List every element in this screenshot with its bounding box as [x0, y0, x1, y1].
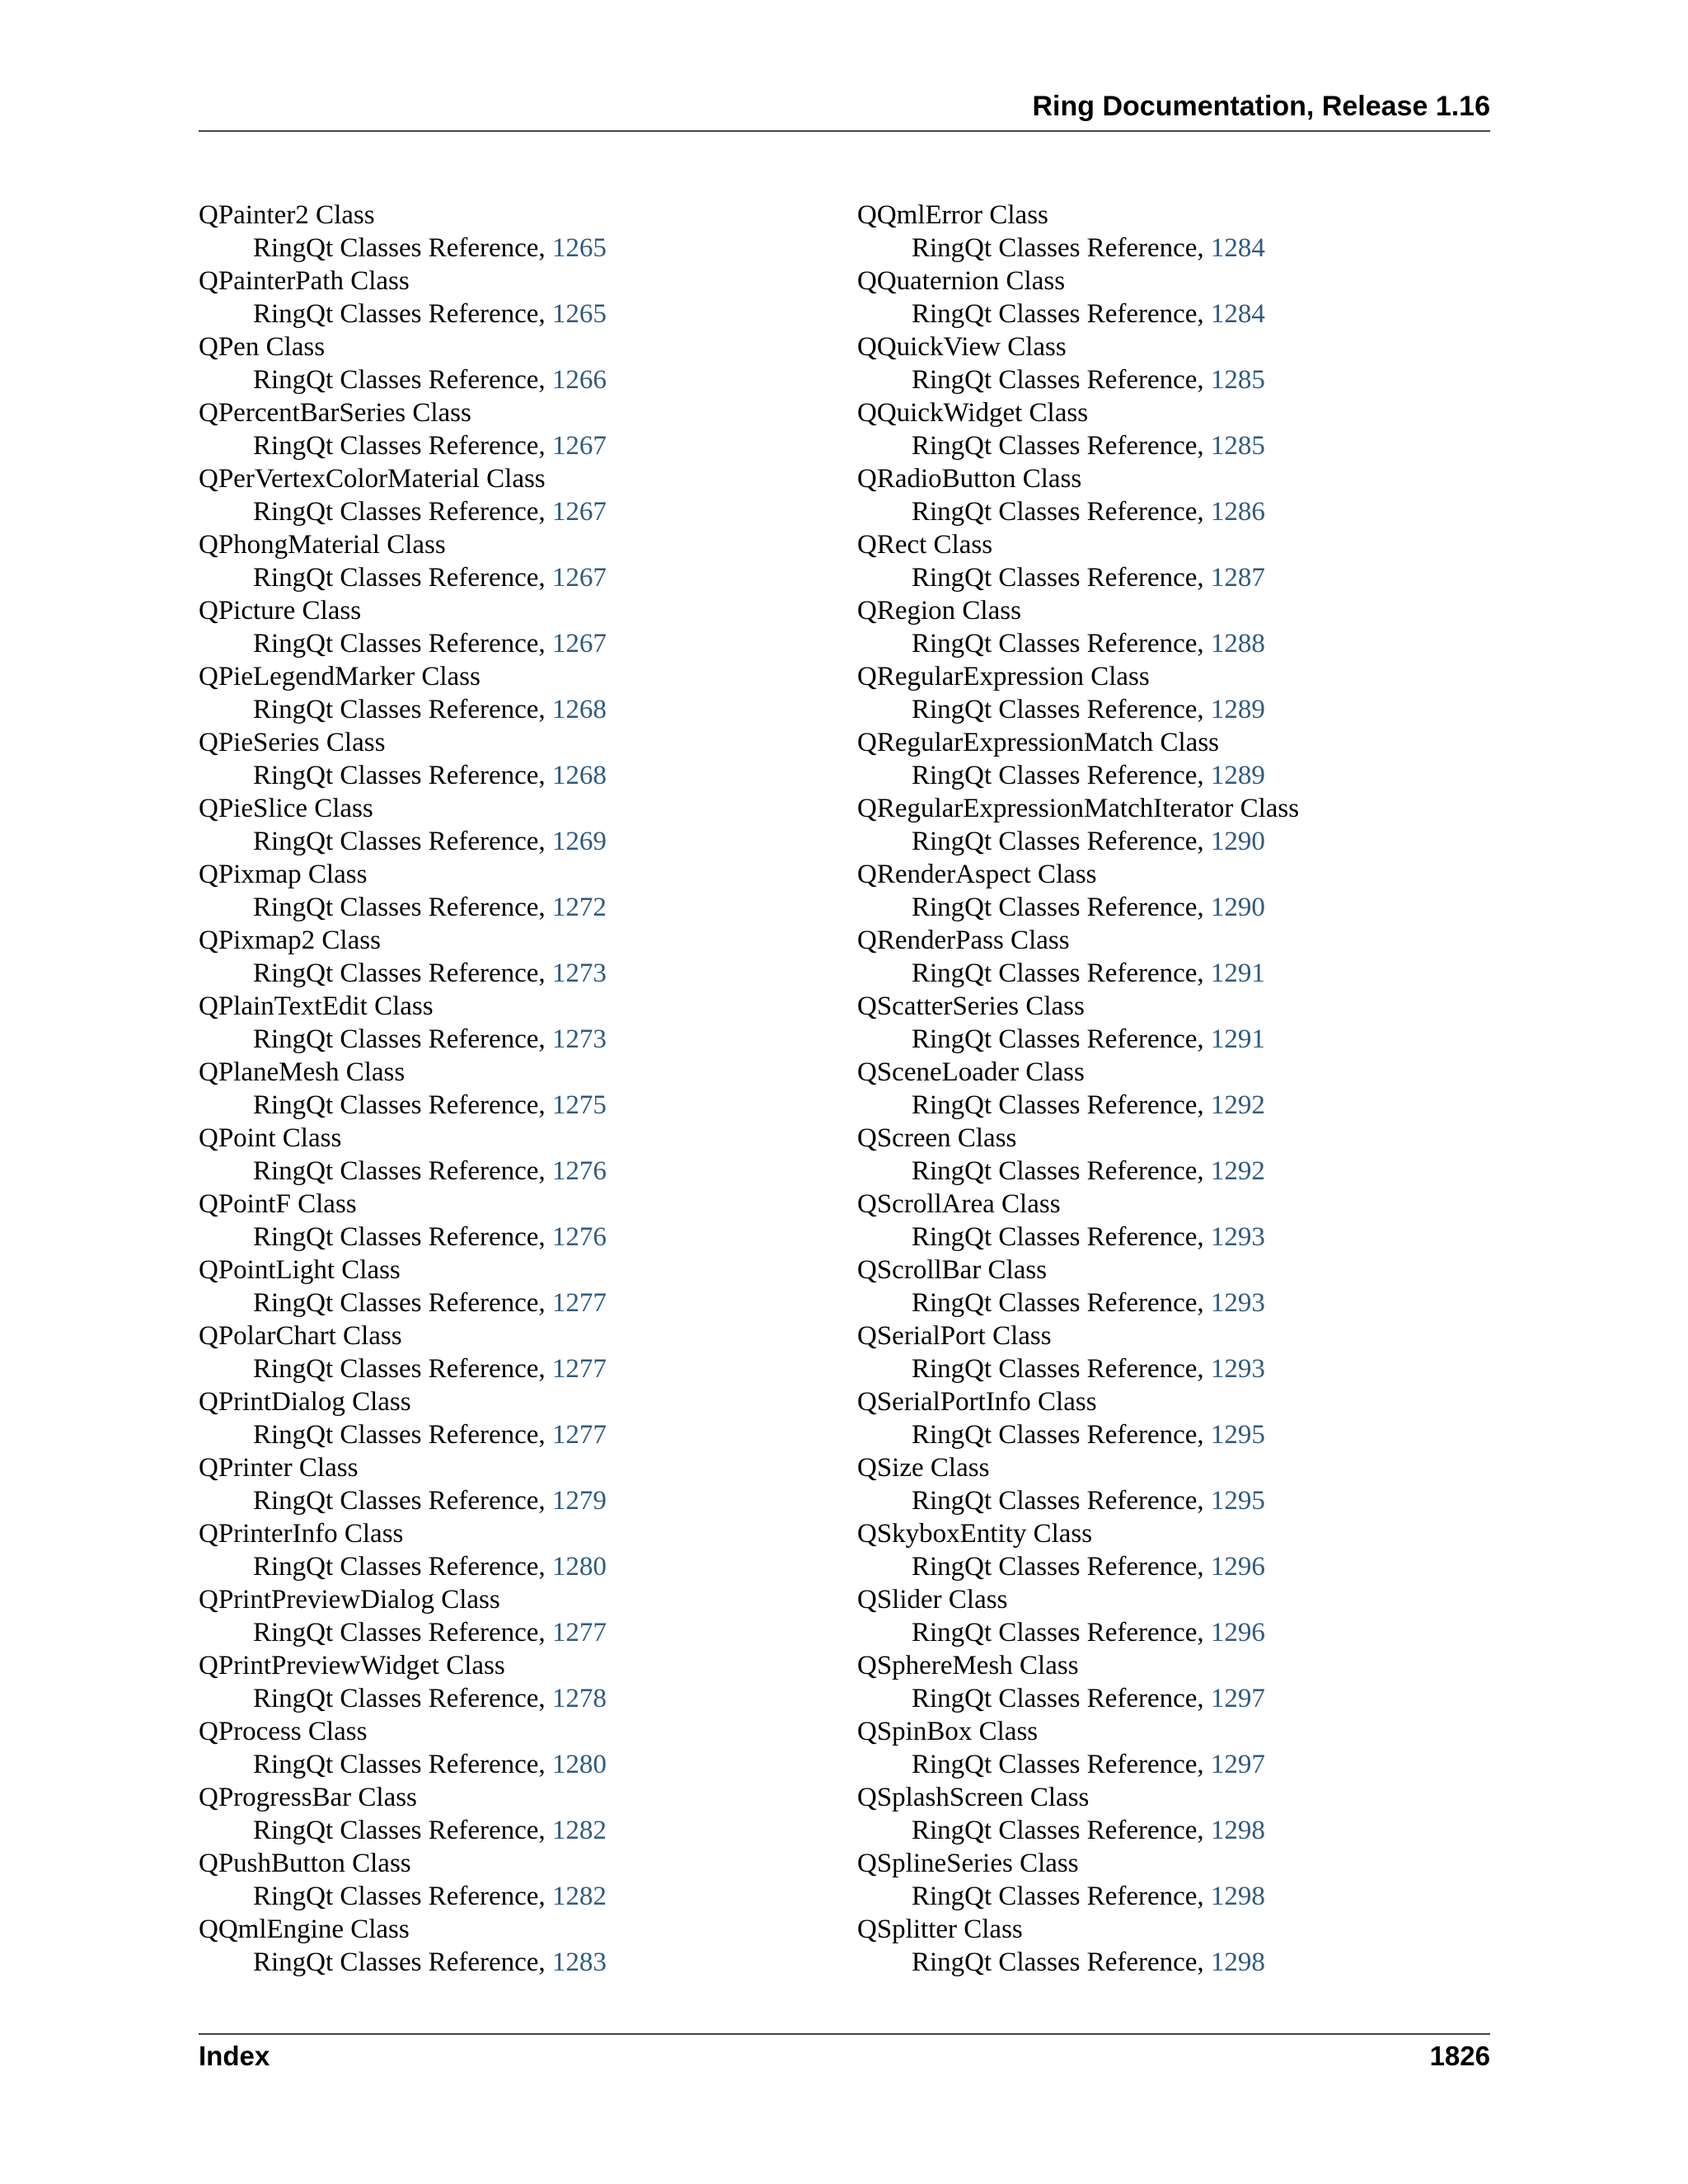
reference-text: RingQt Classes Reference,: [253, 1684, 552, 1713]
index-entry-reference: [199, 429, 825, 462]
page-link[interactable]: 1286: [1210, 497, 1265, 527]
index-entry-reference: [857, 627, 1484, 660]
index-entry-reference: [857, 1946, 1484, 1979]
page-link[interactable]: 1295: [1210, 1486, 1265, 1516]
index-entry-reference: [857, 1089, 1484, 1122]
reference-text: RingQt Classes Reference,: [912, 1552, 1211, 1582]
index-entry-reference: [199, 232, 825, 265]
page-link[interactable]: 1298: [1210, 1882, 1265, 1911]
index-entry-title: QPlainTextEdit Class: [199, 991, 434, 1021]
page-link[interactable]: 1296: [1210, 1552, 1265, 1582]
reference-text: RingQt Classes Reference,: [253, 1090, 552, 1120]
index-entry-title: QProgressBar Class: [199, 1783, 417, 1812]
reference-text: RingQt Classes Reference,: [912, 1750, 1211, 1779]
reference-text: RingQt Classes Reference,: [912, 958, 1211, 988]
reference-text: RingQt Classes Reference,: [912, 695, 1211, 724]
index-entry-title: QRegularExpression Class: [857, 662, 1150, 691]
page-link[interactable]: 1265: [551, 233, 607, 263]
page-link[interactable]: 1289: [1210, 761, 1265, 790]
reference-text: RingQt Classes Reference,: [912, 827, 1211, 856]
index-entry-title: QSplitter Class: [857, 1915, 1023, 1944]
index-entry-title: QPicture Class: [199, 596, 362, 626]
index-entry-title: QSphereMesh Class: [857, 1651, 1079, 1680]
index-entry-title: QPolarChart Class: [199, 1321, 402, 1351]
page-link[interactable]: 1287: [1210, 563, 1265, 593]
index-entry-reference: [857, 1484, 1484, 1517]
reference-text: RingQt Classes Reference,: [253, 1420, 552, 1450]
index-entry-title: QPrinterInfo Class: [199, 1519, 404, 1549]
index-entry-title: QPixmap2 Class: [199, 926, 381, 955]
reference-text: RingQt Classes Reference,: [253, 497, 552, 527]
index-entry-reference: [857, 1352, 1484, 1385]
page-link[interactable]: 1267: [551, 497, 607, 527]
reference-text: RingQt Classes Reference,: [253, 1882, 552, 1911]
reference-text: RingQt Classes Reference,: [912, 1486, 1211, 1516]
index-entry-reference: [857, 957, 1484, 990]
page-link[interactable]: 1269: [551, 827, 607, 856]
reference-text: RingQt Classes Reference,: [253, 1552, 552, 1582]
page-link[interactable]: 1272: [551, 893, 607, 922]
page-link[interactable]: 1296: [1210, 1618, 1265, 1647]
index-entry-reference: [199, 1352, 825, 1385]
reference-text: RingQt Classes Reference,: [253, 1024, 552, 1054]
reference-text: RingQt Classes Reference,: [912, 1156, 1211, 1186]
reference-text: RingQt Classes Reference,: [253, 299, 552, 329]
index-entry-reference: [199, 1484, 825, 1517]
footer-page-number: 1826: [1429, 2041, 1490, 2071]
index-entry-title: QRegularExpressionMatch Class: [857, 728, 1220, 757]
page-link[interactable]: 1292: [1210, 1156, 1265, 1186]
page-link[interactable]: 1273: [551, 958, 607, 988]
index-entry-title: QPainter2 Class: [199, 200, 375, 230]
reference-text: RingQt Classes Reference,: [912, 1816, 1211, 1845]
index-entry-title: QQuickView Class: [857, 332, 1067, 362]
index-entry-title: QPercentBarSeries Class: [199, 398, 471, 428]
page-link[interactable]: 1268: [551, 761, 607, 790]
index-entry-title: QSceneLoader Class: [857, 1057, 1085, 1087]
index-entry-title: QQmlError Class: [857, 200, 1048, 230]
index-entry-title: QSlider Class: [857, 1585, 1008, 1615]
index-entry-reference: [199, 759, 825, 792]
index-entry-title: QRect Class: [857, 530, 993, 560]
reference-text: RingQt Classes Reference,: [253, 958, 552, 988]
reference-text: RingQt Classes Reference,: [912, 1354, 1211, 1384]
index-entry-title: QRegularExpressionMatchIterator Class: [857, 794, 1300, 823]
page-link[interactable]: 1290: [1210, 893, 1265, 922]
index-entry-reference: [199, 495, 825, 528]
page-link[interactable]: 1298: [1210, 1816, 1265, 1845]
index-entry-title: QScrollArea Class: [857, 1189, 1061, 1219]
index-entry-title: QPointF Class: [199, 1189, 357, 1219]
header-divider: [199, 130, 1490, 132]
index-entry-reference: [857, 429, 1484, 462]
index-entry-reference: [199, 693, 825, 726]
page-link[interactable]: 1290: [1210, 827, 1265, 856]
reference-text: RingQt Classes Reference,: [912, 299, 1211, 329]
index-entry-reference: [199, 561, 825, 594]
index-entry-reference: [199, 1023, 825, 1056]
reference-text: RingQt Classes Reference,: [912, 563, 1211, 593]
reference-text: RingQt Classes Reference,: [912, 1222, 1211, 1252]
reference-text: RingQt Classes Reference,: [253, 1288, 552, 1318]
index-entry-title: QProcess Class: [199, 1717, 368, 1746]
index-entry-reference: [857, 1418, 1484, 1451]
index-entry-reference: [199, 1946, 825, 1979]
page-link[interactable]: 1298: [1210, 1947, 1265, 1977]
page-link[interactable]: 1268: [551, 695, 607, 724]
index-entry-reference: [199, 957, 825, 990]
index-entry-title: QQmlEngine Class: [199, 1915, 410, 1944]
index-entry-reference: [857, 1023, 1484, 1056]
index-entry-reference: [857, 1616, 1484, 1649]
page-link[interactable]: 1293: [1210, 1354, 1265, 1384]
index-entry-title: QPointLight Class: [199, 1255, 401, 1285]
index-entry-title: QPrintDialog Class: [199, 1387, 411, 1417]
reference-text: RingQt Classes Reference,: [912, 497, 1211, 527]
reference-text: RingQt Classes Reference,: [253, 1156, 552, 1186]
index-column-right: [857, 199, 1484, 1979]
page-link[interactable]: 1291: [1210, 1024, 1265, 1054]
reference-text: RingQt Classes Reference,: [253, 1222, 552, 1252]
reference-text: RingQt Classes Reference,: [912, 1947, 1211, 1977]
reference-text: RingQt Classes Reference,: [253, 1486, 552, 1516]
index-entry-title: QSerialPortInfo Class: [857, 1387, 1097, 1417]
index-entry-reference: [857, 232, 1484, 265]
reference-text: RingQt Classes Reference,: [912, 629, 1211, 658]
index-entry-reference: [857, 759, 1484, 792]
page-link[interactable]: 1293: [1210, 1288, 1265, 1318]
page-link[interactable]: 1275: [551, 1090, 607, 1120]
reference-text: RingQt Classes Reference,: [912, 1288, 1211, 1318]
index-entry-title: QSplashScreen Class: [857, 1783, 1090, 1812]
page-link[interactable]: 1285: [1210, 365, 1265, 395]
reference-text: RingQt Classes Reference,: [912, 1024, 1211, 1054]
index-entry-title: QPainterPath Class: [199, 266, 410, 296]
index-entry-title: QPen Class: [199, 332, 326, 362]
index-entry-reference: [199, 1550, 825, 1583]
page-link[interactable]: 1277: [551, 1288, 607, 1318]
page-link[interactable]: 1288: [1210, 629, 1265, 658]
index-entry-title: QPushButton Class: [199, 1849, 411, 1878]
footer-divider: [199, 2033, 1490, 2035]
index-entry-reference: [199, 1814, 825, 1847]
reference-text: RingQt Classes Reference,: [912, 1618, 1211, 1647]
page-link[interactable]: 1277: [551, 1618, 607, 1647]
index-entry-reference: [857, 363, 1484, 396]
index-entry-reference: [857, 1550, 1484, 1583]
index-entry-title: QSplineSeries Class: [857, 1849, 1079, 1878]
index-entry-reference: [199, 298, 825, 330]
page-link[interactable]: 1295: [1210, 1420, 1265, 1450]
index-entry-reference: [857, 1221, 1484, 1254]
page-link[interactable]: 1273: [551, 1024, 607, 1054]
page-link[interactable]: 1284: [1210, 299, 1265, 329]
page-link[interactable]: 1282: [551, 1882, 607, 1911]
index-entry-reference: [199, 1221, 825, 1254]
page-link[interactable]: 1277: [551, 1354, 607, 1384]
index-entry-reference: [857, 1880, 1484, 1913]
page-link[interactable]: 1282: [551, 1816, 607, 1845]
page-link[interactable]: 1297: [1210, 1750, 1265, 1779]
page-link[interactable]: 1297: [1210, 1684, 1265, 1713]
reference-text: RingQt Classes Reference,: [912, 233, 1211, 263]
index-entry-title: QScatterSeries Class: [857, 991, 1085, 1021]
index-entry-reference: [857, 1286, 1484, 1319]
reference-text: RingQt Classes Reference,: [253, 233, 552, 263]
page-link[interactable]: 1280: [551, 1552, 607, 1582]
reference-text: RingQt Classes Reference,: [912, 1420, 1211, 1450]
index-entry-title: QRenderAspect Class: [857, 860, 1097, 889]
index-entry-reference: [199, 627, 825, 660]
index-entry-title: QScreen Class: [857, 1123, 1017, 1153]
index-entry-title: QPieLegendMarker Class: [199, 662, 481, 691]
index-entry-title: QRenderPass Class: [857, 926, 1070, 955]
index-column-left: [199, 199, 825, 1979]
index-entry-title: QPixmap Class: [199, 860, 368, 889]
index-entry-reference: [199, 363, 825, 396]
index-entry-title: QPieSlice Class: [199, 794, 373, 823]
reference-text: RingQt Classes Reference,: [253, 827, 552, 856]
page-link[interactable]: 1267: [551, 629, 607, 658]
index-entry-reference: [199, 1880, 825, 1913]
index-entry-reference: [199, 825, 825, 858]
reference-text: RingQt Classes Reference,: [253, 761, 552, 790]
index-entry-title: QScrollBar Class: [857, 1255, 1048, 1285]
reference-text: RingQt Classes Reference,: [253, 365, 552, 395]
page-link[interactable]: 1293: [1210, 1222, 1265, 1252]
reference-text: RingQt Classes Reference,: [253, 1354, 552, 1384]
index-entry-reference: [199, 1616, 825, 1649]
reference-text: RingQt Classes Reference,: [912, 893, 1211, 922]
reference-text: RingQt Classes Reference,: [253, 431, 552, 461]
page-link[interactable]: 1291: [1210, 958, 1265, 988]
reference-text: RingQt Classes Reference,: [253, 1750, 552, 1779]
index-entry-title: QSkyboxEntity Class: [857, 1519, 1093, 1549]
index-entry-title: QPlaneMesh Class: [199, 1057, 406, 1087]
page-link[interactable]: 1277: [551, 1420, 607, 1450]
index-entry-title: QPieSeries Class: [199, 728, 386, 757]
index-entry-title: QPhongMaterial Class: [199, 530, 446, 560]
index-entry-title: QPrintPreviewWidget Class: [199, 1651, 505, 1680]
reference-text: RingQt Classes Reference,: [912, 365, 1211, 395]
index-entry-reference: [857, 1155, 1484, 1188]
index-entry-reference: [857, 891, 1484, 924]
page-link[interactable]: 1267: [551, 563, 607, 593]
index-entry-reference: [199, 1286, 825, 1319]
index-entry-reference: [199, 1682, 825, 1715]
index-entry-reference: [199, 891, 825, 924]
index-entry-reference: [199, 1089, 825, 1122]
reference-text: RingQt Classes Reference,: [912, 761, 1211, 790]
page-link[interactable]: 1283: [551, 1947, 607, 1977]
index-entry-reference: [199, 1418, 825, 1451]
index-entry-reference: [857, 298, 1484, 330]
page-link[interactable]: 1266: [551, 365, 607, 395]
index-entry-title: QSize Class: [857, 1453, 990, 1483]
index-entry-reference: [857, 825, 1484, 858]
reference-text: RingQt Classes Reference,: [253, 1947, 552, 1977]
index-entry-reference: [857, 1682, 1484, 1715]
page-link[interactable]: 1265: [551, 299, 607, 329]
reference-text: RingQt Classes Reference,: [912, 1090, 1211, 1120]
footer-section-name: Index: [199, 2041, 270, 2071]
reference-text: RingQt Classes Reference,: [253, 893, 552, 922]
page-link[interactable]: 1276: [551, 1222, 607, 1252]
index-entry-title: QPrintPreviewDialog Class: [199, 1585, 500, 1615]
index-entry-title: QPerVertexColorMaterial Class: [199, 464, 546, 494]
page-link[interactable]: 1280: [551, 1750, 607, 1779]
index-entry-reference: [199, 1155, 825, 1188]
reference-text: RingQt Classes Reference,: [253, 1618, 552, 1647]
index-entry-reference: [857, 1814, 1484, 1847]
page-link[interactable]: 1292: [1210, 1090, 1265, 1120]
reference-text: RingQt Classes Reference,: [912, 431, 1211, 461]
page-link[interactable]: 1284: [1210, 233, 1265, 263]
index-entry-reference: [199, 1748, 825, 1781]
index-entry-title: QQuaternion Class: [857, 266, 1066, 296]
index-entry-title: QQuickWidget Class: [857, 398, 1089, 428]
page-link[interactable]: 1276: [551, 1156, 607, 1186]
page-link[interactable]: 1267: [551, 431, 607, 461]
page-link[interactable]: 1278: [551, 1684, 607, 1713]
index-entry-title: QSpinBox Class: [857, 1717, 1039, 1746]
page-link[interactable]: 1289: [1210, 695, 1265, 724]
index-entry-title: QRegion Class: [857, 596, 1021, 626]
index-entry-reference: [857, 561, 1484, 594]
index-entry-reference: [857, 1748, 1484, 1781]
index-entry-reference: [857, 693, 1484, 726]
reference-text: RingQt Classes Reference,: [253, 695, 552, 724]
index-entry-title: QRadioButton Class: [857, 464, 1082, 494]
reference-text: RingQt Classes Reference,: [912, 1684, 1211, 1713]
index-entry-title: QPoint Class: [199, 1123, 342, 1153]
reference-text: RingQt Classes Reference,: [253, 629, 552, 658]
reference-text: RingQt Classes Reference,: [253, 1816, 552, 1845]
page-link[interactable]: 1285: [1210, 431, 1265, 461]
reference-text: RingQt Classes Reference,: [253, 563, 552, 593]
page-link[interactable]: 1279: [551, 1486, 607, 1516]
index-entry-title: QPrinter Class: [199, 1453, 359, 1483]
index-entry-reference: [857, 495, 1484, 528]
page-header-title: Ring Documentation, Release 1.16: [1032, 91, 1490, 122]
index-entry-title: QSerialPort Class: [857, 1321, 1052, 1351]
reference-text: RingQt Classes Reference,: [912, 1882, 1211, 1911]
